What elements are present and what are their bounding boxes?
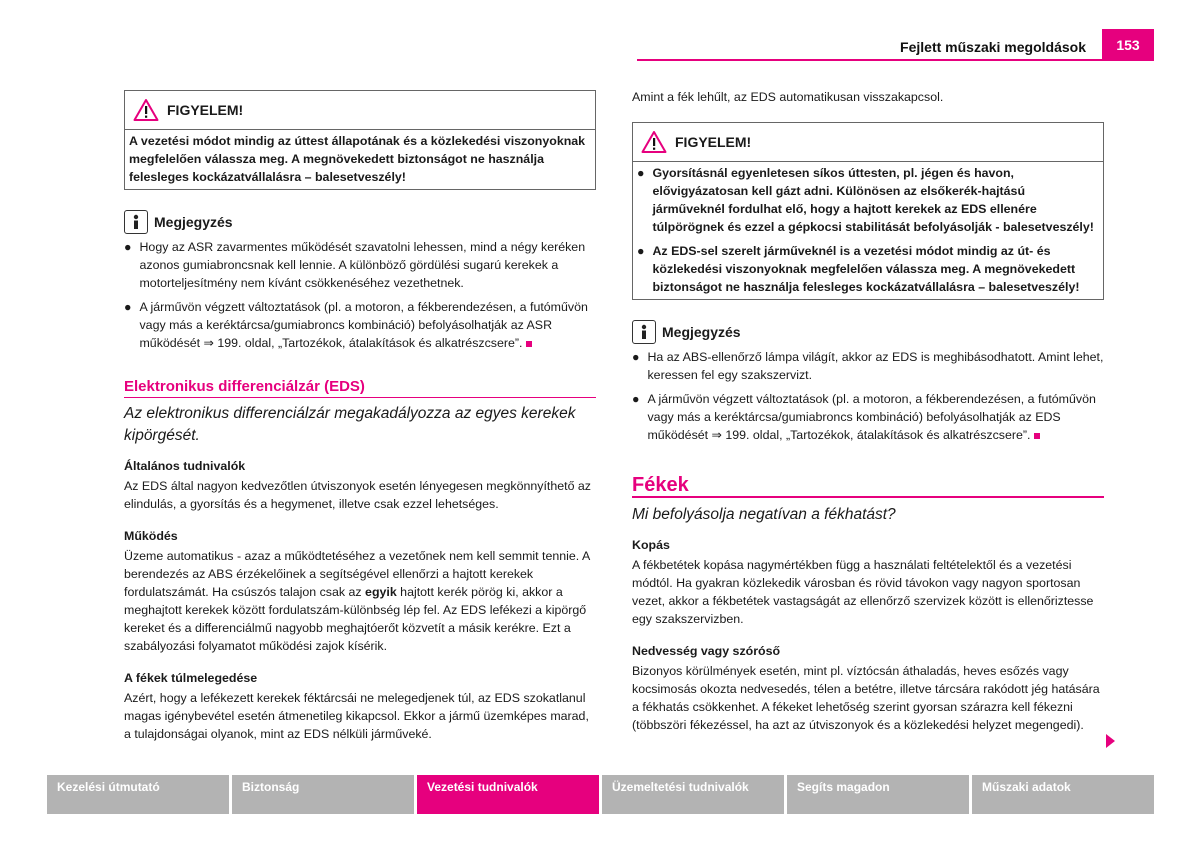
moisture-text: Bizonyos körülmények esetén, mint pl. víztócsán áthaladás, heves esőzés vagy kocsimosás okozta nedvesedés, télen a betétre, illetve tárcsára rakódott jég hatására a fékhatás csökkenhet. A fékeket lehetőség szerint gyorsan szárazra kell fékezni (többszöri fékezéssel, ha azt az útviszonyok és a közlekedési helyzet megengedi). (632, 664, 1100, 732)
note-bullet-text: A járművön végzett változtatások (pl. a motoron, a fékberendezésen, a futóművön vagy más a keréktárcsa/gumiabroncs kombináció) befolyásolhatják az EDS működését ⇒ 199. oldal, „Tartozékok, átalakítások és alkatrészcsere”. (647, 392, 1096, 442)
subheading-operation: Működés (124, 529, 178, 543)
warning-header (125, 91, 595, 130)
warning-bullet-text: Gyorsításnál egyenletesen síkos úttesten, pl. jégen és havon, elővigyázatosan kell gázt adni. Különösen az elsőkerék-hajtású járműveknél fordulhat elő, hogy a hajtott kerekek az EDS ellenére túlpörögnek és ezzel a gépkocsi stabilitását befolyásolják - balesetveszély! (652, 166, 1094, 234)
warning-triangle-icon (133, 98, 159, 122)
footer-tab-segits[interactable]: Segíts magadon (787, 775, 969, 814)
note-bullet (632, 348, 1104, 384)
warning-bullet (637, 242, 1099, 296)
end-of-section-icon (1034, 433, 1040, 439)
warning-box (124, 90, 596, 190)
note-bullet (124, 298, 596, 352)
note-block (124, 210, 596, 352)
warning-header (633, 123, 1103, 162)
note-bullet-text: Ha az ABS-ellenőrző lámpa világít, akkor az EDS is meghibásodhatott. Amint lehet, keressen fel egy szakszervizt. (647, 350, 1104, 382)
chapter-subtitle: Mi befolyásolja negatívan a fékhatást? (632, 506, 896, 523)
note-title: Megjegyzés (662, 324, 741, 340)
note-bullet-text: A járművön végzett változtatások (pl. a motoron, a fékberendezésen, a futóművön vagy más a keréktárcsa/gumiabroncs kombináció) befolyásolhatják az ASR működését ⇒ 199. oldal, „Tartozékok, átalakítások és alkatrészcsere”. (139, 300, 588, 350)
warning-title: FIGYELEM! (167, 102, 244, 118)
warning-bullet (637, 164, 1099, 236)
warning-body (633, 162, 1103, 299)
footer-tab-biztonsag[interactable]: Biztonság (232, 775, 414, 814)
bullet-dot-icon: ● (124, 300, 132, 314)
subheading-general: Általános tudnivalók (124, 459, 246, 473)
warning-text: A vezetési módot mindig az úttest állapotának és a közlekedési viszonyoknak megfelelően válassza meg. A megnövekedett biztonságot ne használja felesleges kockázatvállalásra – balesetveszély! (129, 134, 586, 184)
section-heading: Elektronikus differenciálzár (EDS) (124, 378, 596, 398)
bullet-dot-icon: ● (637, 244, 645, 258)
bullet-dot-icon: ● (632, 350, 640, 364)
operation-text-part: hajtott kerék pörög ki, akkor a meghajtott kerekek között fordulatszám-különbség lép fel. Az EDS lefékezi a kipörgő kereket és a differenciálmű nagyobb meghajtóerőt közvetít a másik kerékre. Ezt a szabályozási folyamatot működési zajok kísérik. (124, 585, 587, 653)
header-rule (637, 59, 1154, 61)
page-number: 153 (1102, 29, 1154, 60)
overheat-text: Azért, hogy a lefékezett kerekek féktárcsái ne melegedjenek túl, az EDS szokatlanul magas igénybevétel esetén átmenetileg kikapcsol. Ekkor a jármű üzemképes marad, a tulajdonságai olyanok, mint az EDS nélküli járműveké. (124, 691, 589, 741)
info-note-icon (124, 210, 148, 234)
note-bullet-text: Hogy az ASR zavarmentes működését szavatolni lehessen, mind a négy keréken azonos gumiabroncsnak kell lennie. A különböző gördülési sugarú kerekek a motorteljesítmény nem kívánt csökkenéséhez vezethetnek. (139, 240, 586, 290)
note-block (632, 320, 1104, 444)
warning-bullet-text: Az EDS-sel szerelt járműveknél is a vezetési módot mindig az út- és közlekedési viszonyoknak megfelelően válassza meg. A megnövekedett biztonságot ne használja felesleges kockázatvállalásra – balesetveszély! (652, 244, 1080, 294)
warning-title: FIGYELEM! (675, 134, 752, 150)
bullet-dot-icon: ● (124, 240, 132, 254)
note-bullet (124, 238, 596, 292)
footer-tab-muszaki[interactable]: Műszaki adatok (972, 775, 1154, 814)
subheading-overheat: A fékek túlmelegedése (124, 671, 258, 685)
footer-tab-uzemeltetesi[interactable]: Üzemeltetési tudnivalók (602, 775, 784, 814)
footer-tab-vezetesi[interactable]: Vezetési tudnivalók (417, 775, 599, 814)
intro-text: Amint a fék lehűlt, az EDS automatikusan visszakapcsol. (632, 90, 944, 104)
footer-tab-kezelesi[interactable]: Kezelési útmutató (47, 775, 229, 814)
left-column (124, 90, 596, 743)
chapter-heading: Fékek (632, 476, 1104, 498)
warning-triangle-icon (641, 130, 667, 154)
info-note-icon (632, 320, 656, 344)
next-page-arrow-icon[interactable] (1106, 734, 1115, 748)
general-text: Az EDS által nagyon kedvezőtlen útviszonyok esetén lényegesen megkönnyíthető az elindulás, a gyorsítás és a hegymenet, illetve csak ezzel lehetséges. (124, 479, 592, 511)
bullet-dot-icon: ● (632, 392, 640, 406)
right-column (632, 88, 1104, 734)
subheading-moisture: Nedvesség vagy szóróső (632, 644, 781, 658)
warning-body (125, 130, 595, 189)
note-header (124, 210, 596, 234)
warning-box (632, 122, 1104, 300)
subheading-wear: Kopás (632, 538, 670, 552)
bullet-dot-icon: ● (637, 166, 645, 180)
operation-text-part: Üzeme automatikus - azaz a működtetéséhez a vezetőnek nem kell semmit tennie. A berendezés az ABS érzékelőinek a segítségével ellenőrzi a hajtott kerekek fordulatszámát. Ha csúszós talajon csak az (124, 549, 590, 599)
note-bullet (632, 390, 1104, 444)
section-subtitle: Az elektronikus differenciálzár megakadályozza az egyes kerekek kipörgését. (124, 405, 576, 444)
note-header (632, 320, 1104, 344)
wear-text: A fékbetétek kopása nagymértékben függ a használati feltételektől és a vezetési módtól. Ha gyakran közlekedik városban és rövid távokon vagy nagyon sportosan vezet, akkor a fékbetétek vastagságát az ellenőrző szervizek között is ellenőriztesse egy szakszervizben. (632, 558, 1094, 626)
note-title: Megjegyzés (154, 214, 233, 230)
operation-text (124, 547, 596, 655)
end-of-section-icon (526, 341, 532, 347)
footer-nav (47, 775, 1154, 814)
operation-text-emphasis: egyik (365, 585, 397, 599)
running-header-title: Fejlett műszaki megoldások (900, 39, 1086, 55)
